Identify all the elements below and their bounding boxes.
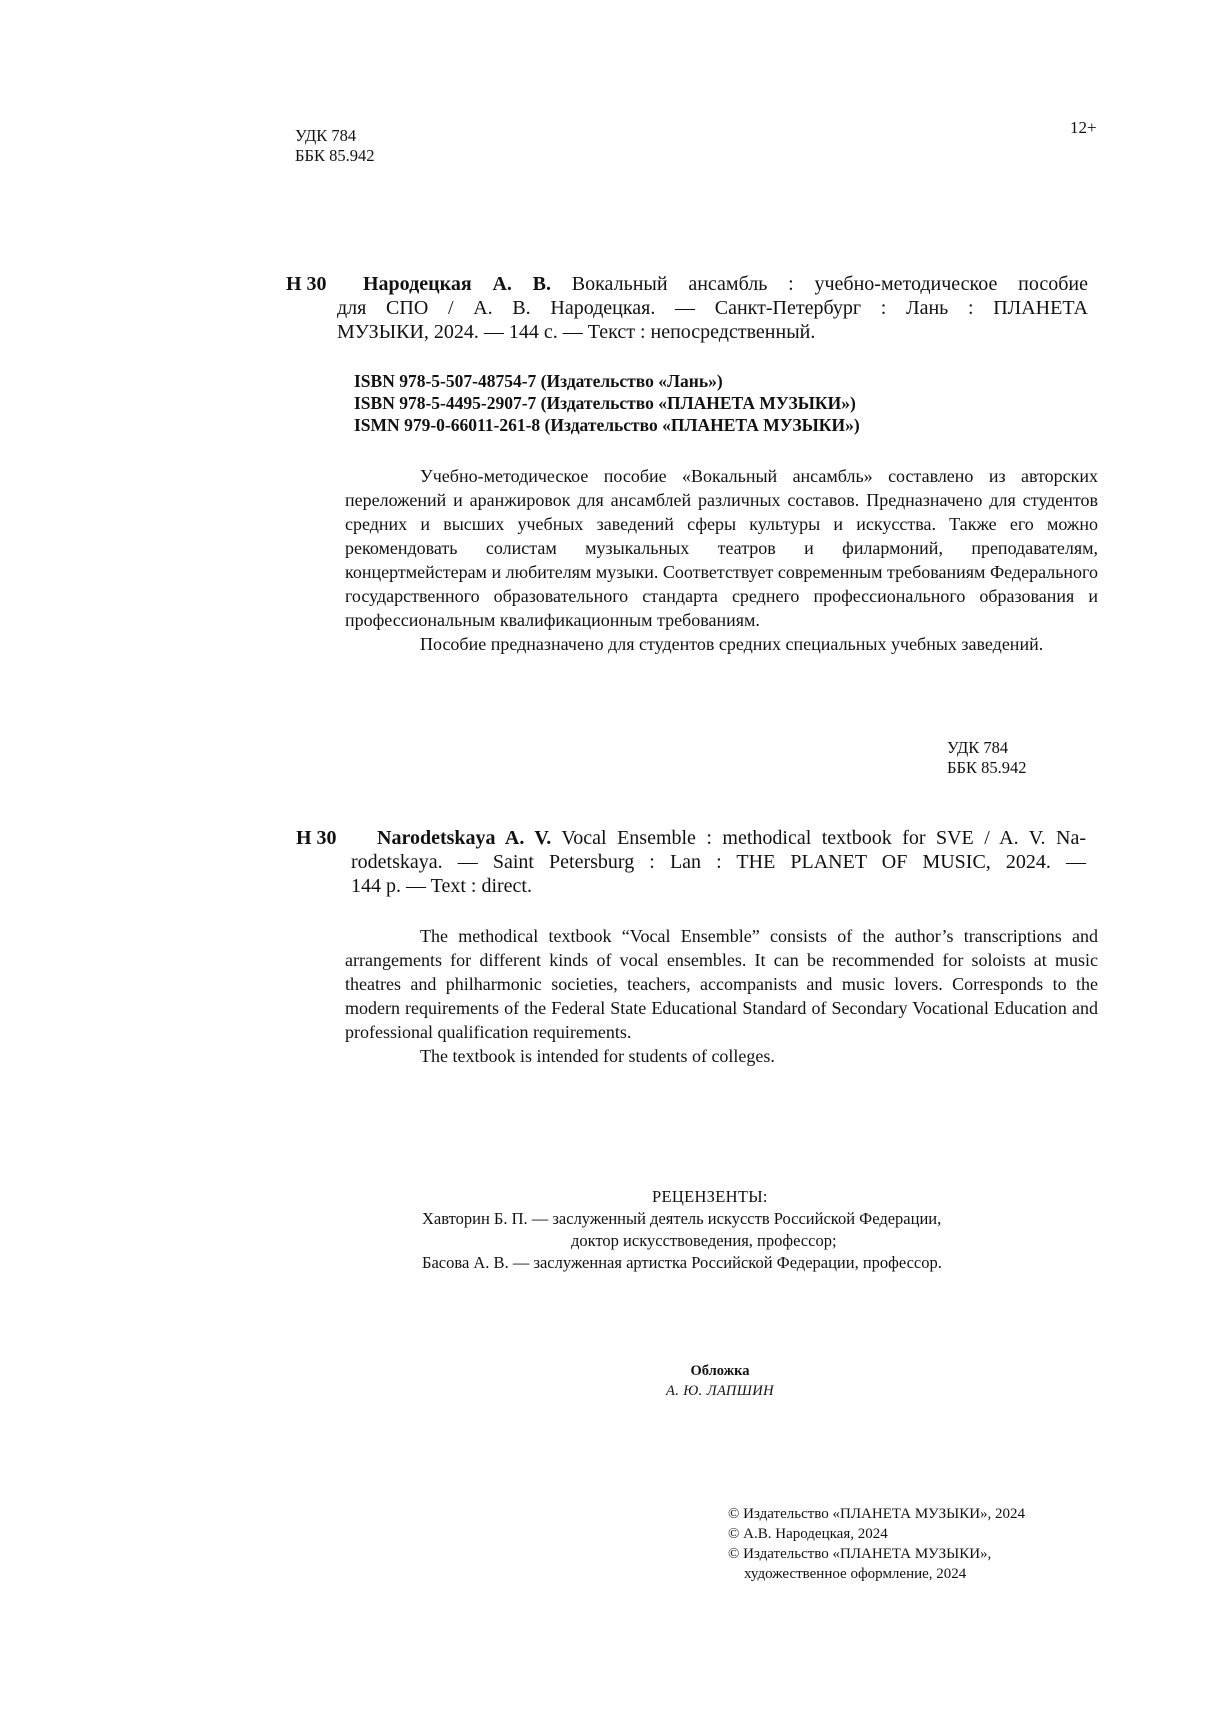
annotation-en [345,924,1098,1068]
ismn-planet: ISMN 979-0-66011-261-8 (Издательство «ПЛАНЕТА МУЗЫКИ») [354,415,860,435]
reviewer-2: Басова А. В. — заслуженная артистка Российской Федерации, профессор. [422,1253,942,1272]
annotation-ru-paragraph-1: Учебно-методическое пособие «Вокальный ансамбль» составлено из авторских переложений и аранжировок для ансамблей различных составов. Предназначено для студентов средних и высших учебных заведений сферы культуры и искусства. Также его можно рекомендовать солистам музыкальных театров и филармоний, преподавателям, концертмейстерам и любителям музыки. Соответствует современным требованиям Федерального государственного образовательного стандарта среднего профессионального образования и профессиональным квалификационным требованиям. [345,466,1098,630]
age-rating: 12+ [1070,118,1097,137]
annotation-en-paragraph-2: The textbook is intended for students of colleges. [420,1046,775,1066]
copyright-design: © Издательство «ПЛАНЕТА МУЗЫКИ», [728,1546,992,1562]
classification-mid [947,738,1026,778]
en-entry-title: Vocal Ensemble : methodical textbook for SVE / A. V. Na- [561,827,1087,849]
ru-entry-title: Вокальный ансамбль : учебно-методическое пособие [571,273,1088,295]
en-entry-line-2: rodetskaya. — Saint Petersburg : Lan : THE PLANET OF MUSIC, 2024. — [351,851,1086,873]
isbn-block [354,370,860,436]
en-author-code: Н 30 [296,827,337,849]
ru-entry-line-3: МУЗЫКИ, 2024. — 144 с. — Текст : непосредственный. [337,321,816,343]
ru-author-code: Н 30 [286,273,327,295]
ru-bibliographic-entry [337,272,1088,344]
en-author-name: Narodetskaya A. V. [377,827,552,849]
copyright-author: © А.В. Народецкая, 2024 [728,1526,888,1542]
cover-credit-artist: А. Ю. ЛАПШИН [666,1383,774,1399]
bbk-code: ББК 85.942 [295,146,375,165]
bbk-code-mid: ББК 85.942 [947,758,1027,777]
en-entry-line-3: 144 p. — Text : direct. [351,875,532,897]
ru-author-name: Народецкая А. В. [363,273,552,295]
copyright-design-cont: художественное оформление, 2024 [744,1566,967,1582]
annotation-en-paragraph-1: The methodical textbook “Vocal Ensemble” consists of the author’s transcriptions and arrangements for different kinds of vocal ensembles. It can be recommended for soloists at music theatres and philharmonic societies, teachers, accompanists and music lovers. Corresponds to the modern requirements of the Federal State Educational Standard of Secondary Vocational Education and professional qualification requirements. [345,926,1098,1042]
reviewers-title: РЕЦЕНЗЕНТЫ: [652,1187,768,1206]
reviewer-1-line-2: доктор искусствоведения, профессор; [571,1231,837,1250]
annotation-ru-paragraph-2: Пособие предназначено для студентов средних специальных учебных заведений. [420,634,1044,654]
ru-entry-line-1 [363,272,1088,296]
en-bibliographic-entry [351,826,1087,898]
classification-top [295,126,374,166]
copyright-block [728,1504,1025,1584]
isbn-lan: ISBN 978-5-507-48754-7 (Издательство «Лань») [354,371,723,391]
udk-code-mid: УДК 784 [947,738,1009,757]
ru-entry-line-2: для СПО / А. В. Народецкая. — Санкт-Петербург : Лань : ПЛАНЕТА [337,297,1088,319]
udk-code: УДК 784 [295,126,357,145]
copyright-publisher: © Издательство «ПЛАНЕТА МУЗЫКИ», 2024 [728,1506,1026,1522]
isbn-planet: ISBN 978-5-4495-2907-7 (Издательство «ПЛАНЕТА МУЗЫКИ») [354,393,856,413]
en-entry-line-1 [377,826,1086,850]
reviewer-1-line-1: Хавторин Б. П. — заслуженный деятель искусств Российской Федерации, [422,1209,942,1228]
cover-credit-title: Обложка [690,1363,750,1379]
annotation-ru [345,464,1098,656]
reviewers-block [300,1186,1160,1274]
